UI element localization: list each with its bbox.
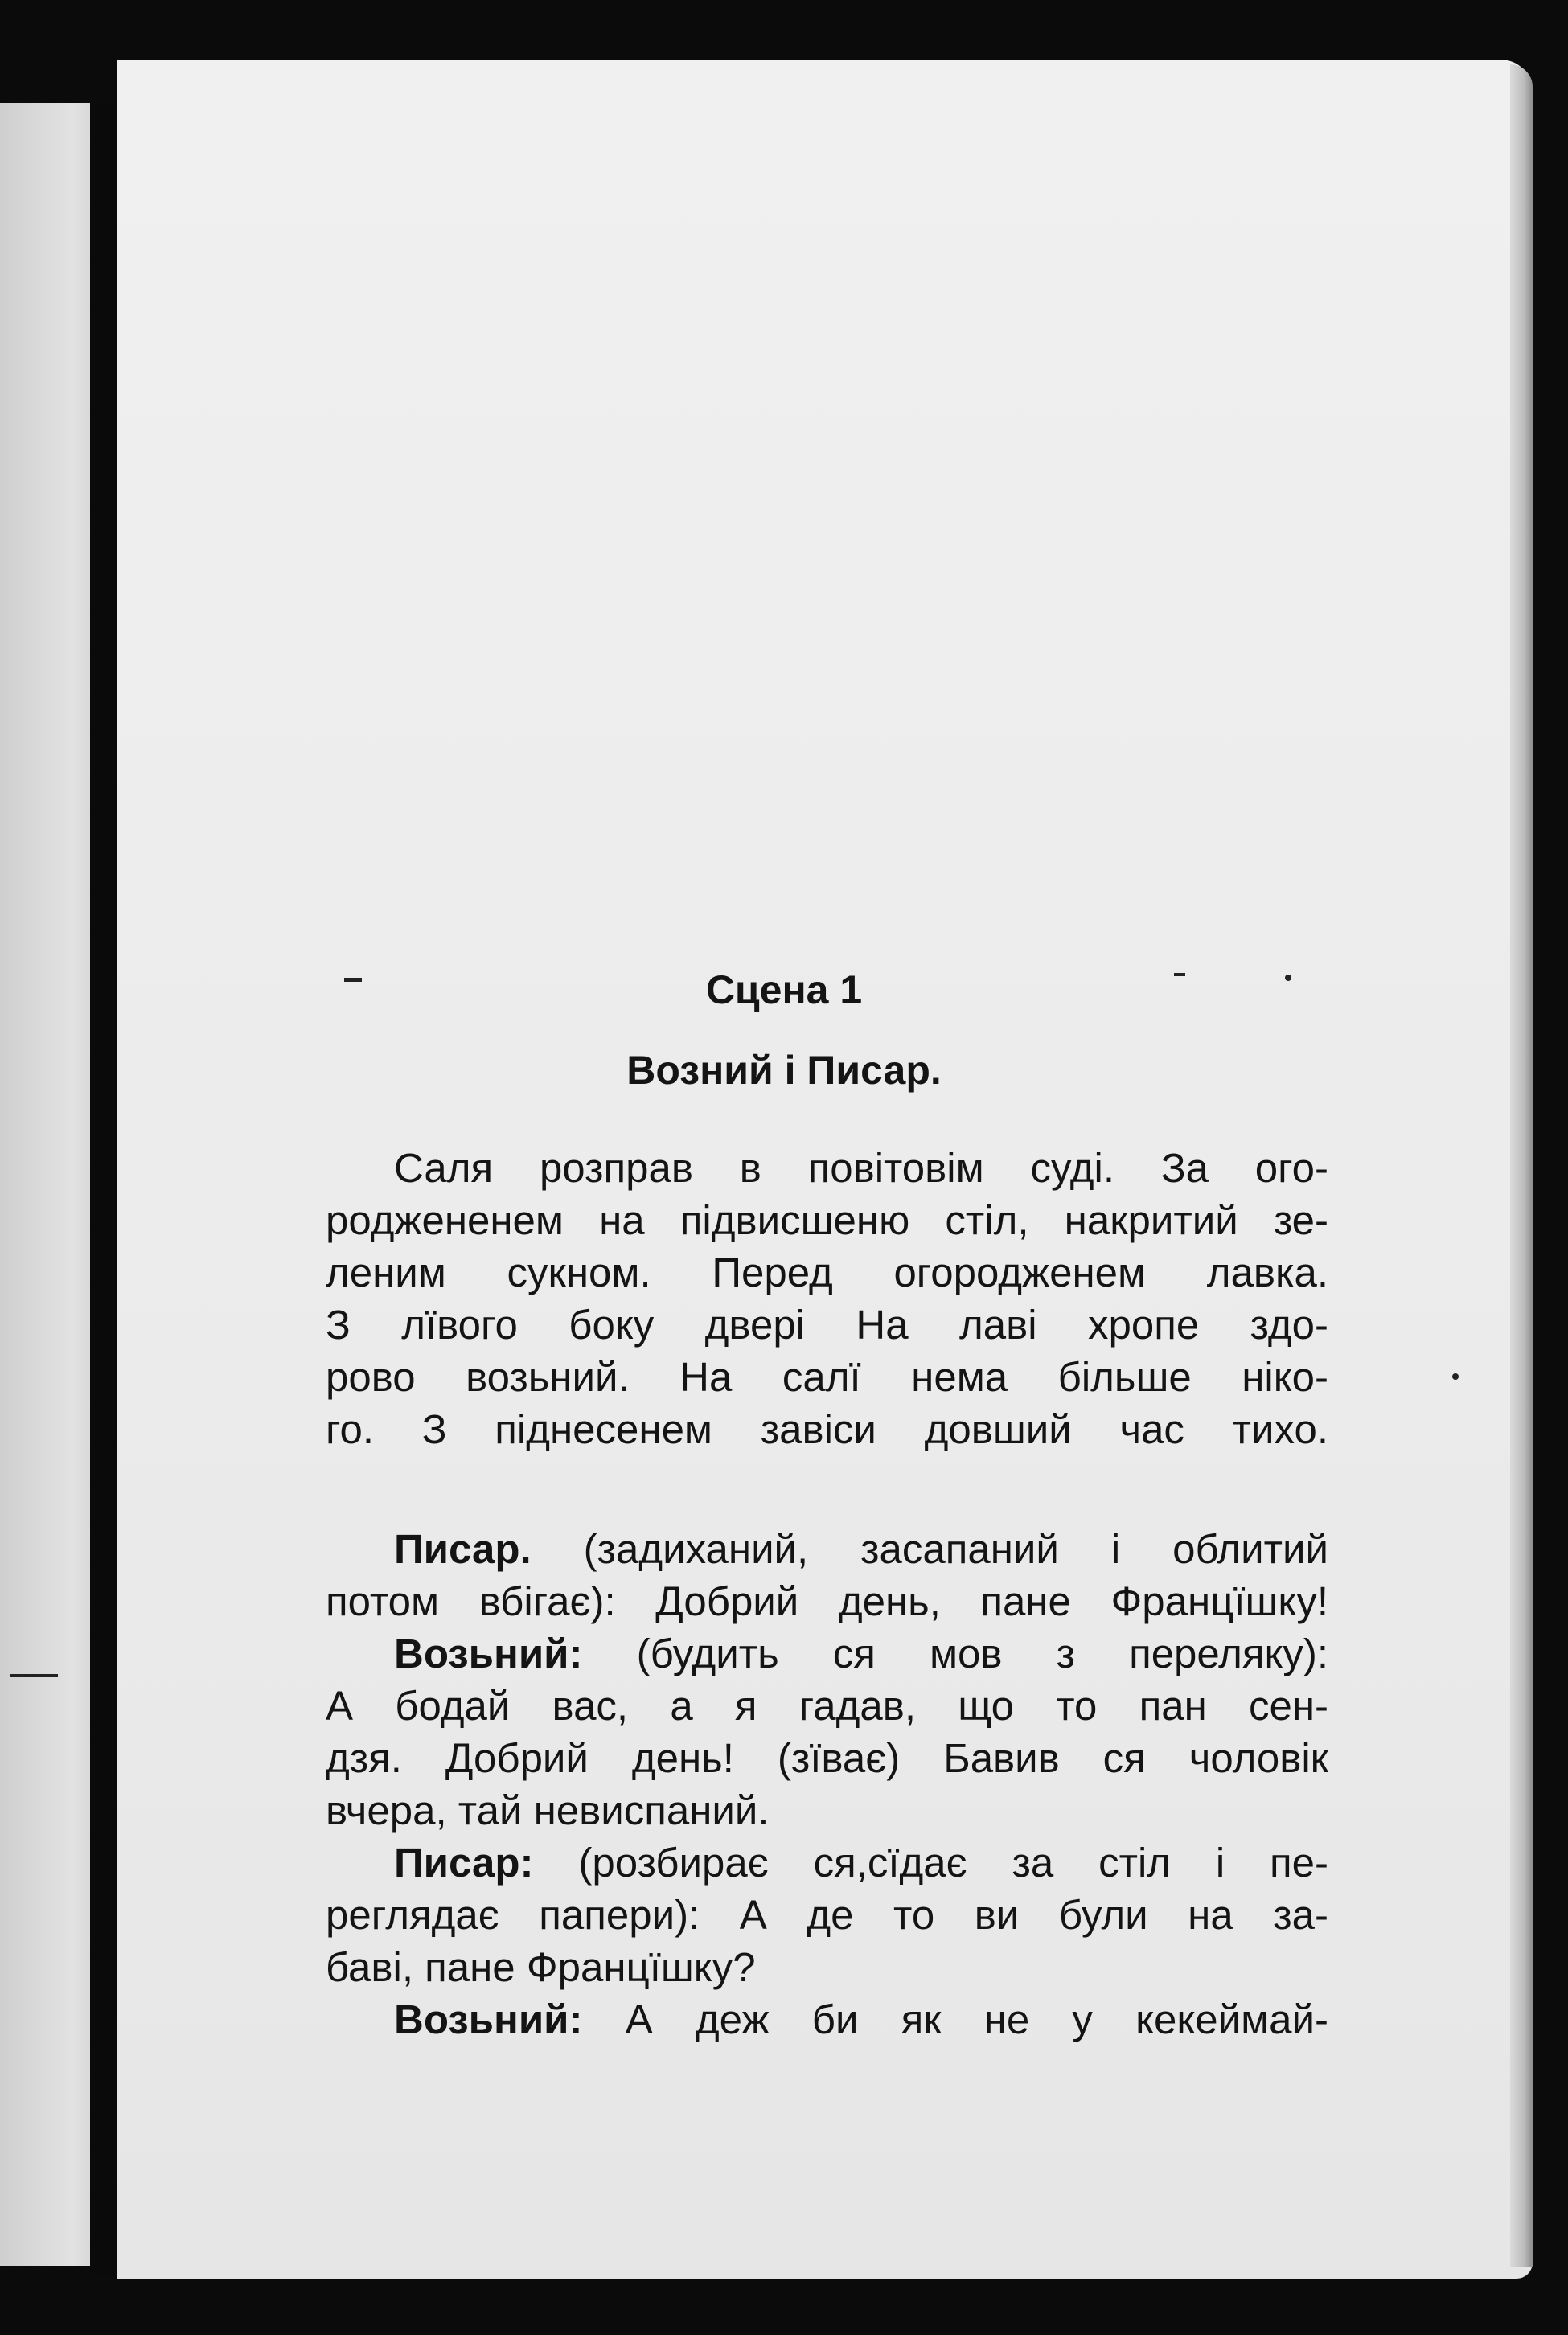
dialogue-text: баві, пане Францїшку? [326,1944,756,1990]
dialogue-text: реглядає папери): А де то ви були на за- [326,1892,1328,1938]
dialogue-text: вчера, тай невиспаний. [326,1787,770,1833]
dialogue-text: потом вбігає): Добрий день, пане Францїшку! [326,1578,1328,1624]
dialogue-line [326,1629,1328,1679]
stage-direction-line: го. З піднесенем завіси довший час тихо. [326,1406,1328,1452]
stage-direction-line: леним сукном. Перед огородженем лавка. [326,1250,1328,1295]
dialogue-text: (задиханий, засапаний і облитий [583,1526,1328,1572]
stage-direction-line: З лївого боку двері На лаві хропе здо- [326,1302,1328,1348]
speaker-name: Писар: [394,1840,534,1886]
stage-direction-line: Саля розправ в повітовім суді. За ого- [394,1145,1328,1191]
dialogue-text: А бодай вас, а я гадав, що то пан сен- [326,1683,1328,1729]
print-speck [10,1674,58,1677]
dialogue-text: дзя. Добрий день! (зїває) Бавив ся чоловік [326,1735,1328,1781]
dialogue-line [326,1995,1328,2045]
book-spine [90,103,117,2274]
dialogue-text: А деж би як не у кекеймай- [625,1996,1328,2042]
dialogue-line [326,1681,1328,1731]
stage-direction-line: рово возьний. На салї нема більше ніко- [326,1354,1328,1400]
dialogue-text: (будить ся мов з переляку): [636,1631,1329,1676]
stage-direction-line: роджененем на підвисшеню стіл, накритий зе- [326,1197,1328,1243]
scene-title: Сцена 1 [705,967,863,1012]
dialogue-text: (розбирає ся,сїдає за стіл і пе- [578,1840,1328,1886]
speaker-name: Писар. [394,1526,532,1572]
scene-subtitle: Возний і Писар. [626,1048,942,1093]
dialogue-line [326,1734,1328,1783]
dialogue-line [326,1786,1328,1836]
print-speck [1452,1373,1459,1380]
dialogue-line [326,1890,1328,1940]
previous-page-edge [0,103,90,2266]
page-edge-shadow [1510,64,1533,2267]
speaker-name: Возьний: [394,1996,583,2042]
speaker-name: Возьний: [394,1631,583,1676]
dialogue-line [326,1577,1328,1627]
dialogue-line [326,1943,1328,1992]
dialogue-line [326,1838,1328,1888]
dialogue-line [326,1525,1328,1574]
